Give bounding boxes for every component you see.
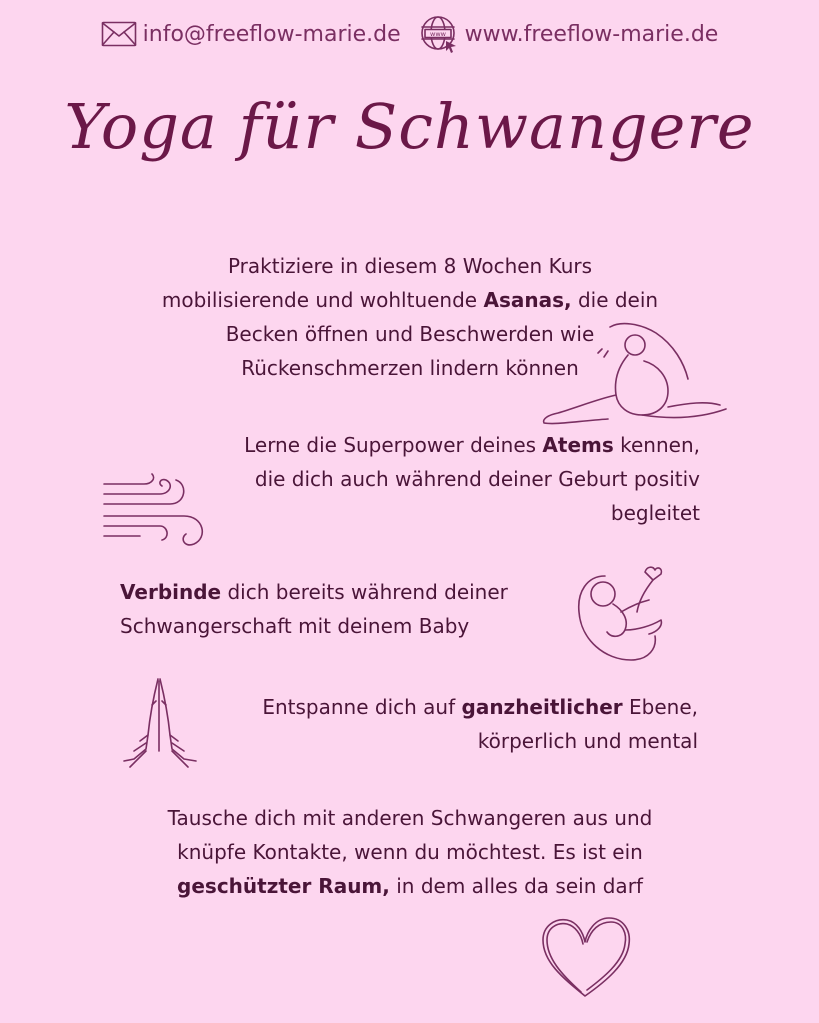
website-link[interactable]: www.freeflow-marie.de [464, 21, 719, 47]
praying-hands-icon [120, 675, 200, 775]
section-baby [120, 575, 580, 643]
section-austausch [100, 801, 720, 903]
page-title: Yoga für Schwangere [64, 90, 755, 163]
section-atem [180, 428, 700, 530]
svg-text:www: www [429, 30, 446, 38]
line: Schwangerschaft mit deinem Baby [120, 614, 470, 638]
contact-bar [0, 14, 819, 54]
pregnant-yoga-pose-icon [538, 315, 733, 435]
fetus-icon [565, 560, 675, 670]
line: Lerne die Superpower deines Atems kennen, [244, 433, 700, 457]
heart-icon [535, 912, 635, 1002]
envelope-icon [101, 21, 137, 47]
www-globe-icon [419, 14, 459, 54]
line: Tausche dich mit anderen Schwangeren aus und [167, 806, 653, 830]
line: Entspanne dich auf ganzheitlicher Ebene, [262, 695, 698, 719]
line: körperlich und mental [477, 729, 698, 753]
line: Praktiziere in diesem 8 Wochen Kurs [227, 254, 593, 278]
line: begleitet [610, 501, 700, 525]
line: die dich auch während deiner Geburt positiv [254, 467, 700, 491]
wind-breath-icon [100, 472, 210, 552]
line: Becken öffnen und Beschwerden wie [225, 322, 595, 346]
line: mobilisierende und wohltuende Asanas, die dein [161, 288, 659, 312]
line: knüpfe Kontakte, wenn du möchtest. Es ist ein [177, 840, 643, 864]
section-entspannung [200, 690, 698, 758]
line: geschützter Raum, in dem alles da sein darf [177, 874, 643, 898]
email-link[interactable]: info@freeflow-marie.de [142, 21, 401, 47]
line: Rückenschmerzen lindern können [241, 356, 579, 380]
line: Verbinde dich bereits während deiner [120, 580, 508, 604]
